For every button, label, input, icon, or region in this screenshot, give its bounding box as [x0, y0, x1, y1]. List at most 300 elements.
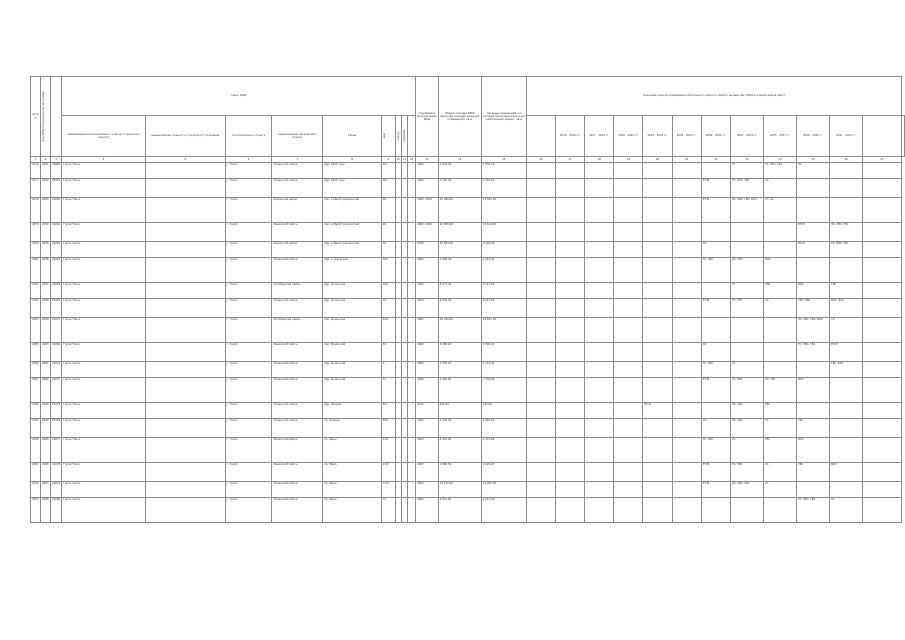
table-row	[31, 482, 905, 498]
cell-period	[797, 482, 830, 498]
column-number: 13	[416, 157, 439, 163]
cell-district: Ленинский район	[272, 403, 323, 419]
cell-municipality: Город Томск	[62, 463, 146, 482]
cell-id: 19077	[50, 438, 61, 463]
column-number: 20	[643, 157, 672, 163]
cell-period	[643, 198, 672, 223]
column-number: 18	[585, 157, 614, 163]
cell-period	[643, 438, 672, 463]
cell-period: ХС	[830, 498, 863, 523]
table-row	[31, 318, 905, 343]
cell-period	[526, 498, 555, 523]
cell-period	[643, 498, 672, 523]
cell-district: Ленинский район	[272, 299, 323, 318]
cell-period: ГВС	[797, 463, 830, 482]
cell-num: 2279	[31, 223, 41, 242]
cell-num: 2283	[31, 299, 41, 318]
cell-year: 2005	[416, 283, 439, 299]
cell-period	[643, 299, 672, 318]
cell-period	[555, 283, 584, 299]
cell-period	[672, 258, 701, 283]
cell-period	[672, 163, 701, 179]
cell-period	[672, 318, 701, 343]
cell-code: 2466	[40, 463, 50, 482]
cell-period	[526, 343, 555, 362]
cell-period: ТС, КС	[764, 198, 797, 223]
cell-period	[830, 198, 863, 223]
cell-period	[614, 419, 643, 438]
cell-period	[555, 179, 584, 198]
cell-period	[643, 378, 672, 403]
cell-period: ЭС, ХВС, ГВС	[731, 482, 764, 498]
cell-period	[672, 283, 701, 299]
cell-municipality: Город Томск	[62, 378, 146, 403]
cell-period: ЕТ-М	[797, 242, 830, 258]
cell-district: Ленинский район	[272, 419, 323, 438]
cell-municipality: Город Томск	[62, 419, 146, 438]
cell-period: ТС, ЭЭС	[701, 438, 730, 463]
cell-area-contrib: 16 691,00	[481, 318, 526, 343]
table-row	[31, 419, 905, 438]
cell-period	[672, 438, 701, 463]
cell-period	[614, 463, 643, 482]
cell-period	[555, 378, 584, 403]
cell-num: 2288	[31, 403, 41, 419]
cell-area-contrib: 13 614,90	[481, 223, 526, 242]
cell-year: 2003	[416, 438, 439, 463]
cell-district: Кировский район	[272, 242, 323, 258]
cell-code: 2459	[40, 318, 50, 343]
cell-period	[731, 242, 764, 258]
cell-empty	[408, 179, 416, 198]
cell-period	[526, 258, 555, 283]
cell-area-contrib: 312,00	[481, 403, 526, 419]
column-number: 6	[225, 157, 272, 163]
cell-period	[701, 283, 730, 299]
cell-period	[614, 343, 643, 362]
cell-period: ЭС, ХВС, ГВС	[830, 223, 863, 242]
cell-house: 9/2	[381, 179, 395, 198]
cell-municipality: Город Томск	[62, 179, 146, 198]
cell-period: ТС, ЭЭС	[701, 362, 730, 378]
cell-area-contrib: 4 700,00	[481, 343, 526, 362]
column-number: 24	[764, 157, 797, 163]
cell-period	[526, 318, 555, 343]
cell-municipality: Город Томск	[62, 258, 146, 283]
cell-id: 19078	[50, 403, 61, 419]
cell-area-contrib: 2 176,00	[481, 378, 526, 403]
cell-period: ВОС, ЭЭС	[830, 299, 863, 318]
cell-period	[526, 179, 555, 198]
cell-municipality: Город Томск	[62, 283, 146, 299]
table-row	[31, 258, 905, 283]
cell-period	[555, 362, 584, 378]
cell-period	[585, 438, 614, 463]
cell-code: 2451	[40, 163, 50, 179]
cell-year: 2009	[416, 343, 439, 362]
cell-period	[614, 378, 643, 403]
cell-period: ТС, ЭЭС, ГВС	[797, 343, 830, 362]
cell-period	[797, 403, 830, 419]
cell-period	[614, 242, 643, 258]
cell-code: 2452	[40, 179, 50, 198]
cell-period	[614, 299, 643, 318]
cell-period	[672, 198, 701, 223]
column-number: 19	[614, 157, 643, 163]
table-row	[31, 438, 905, 463]
cell-empty	[408, 223, 416, 242]
cell-num: 2293	[31, 498, 41, 523]
cell-period	[643, 463, 672, 482]
cell-area-contrib: 2 720,00	[481, 179, 526, 198]
cell-year: 2008	[416, 378, 439, 403]
cell-settlement	[145, 362, 225, 378]
cell-period	[863, 318, 902, 343]
cell-period: ТС, ЭЭС	[731, 463, 764, 482]
cell-municipality: Город Томск	[62, 318, 146, 343]
cell-area-contrib: 5 114,00	[481, 283, 526, 299]
table-row	[31, 299, 905, 318]
cell-empty	[408, 343, 416, 362]
cell-period	[863, 223, 902, 242]
cell-period: ТС, ЭЭС, ГВС	[731, 179, 764, 198]
cell-period	[614, 403, 643, 419]
table-row	[31, 163, 905, 179]
header-period: 2020 - 2022 гг.	[614, 116, 643, 157]
table-row	[31, 343, 905, 362]
cell-period	[863, 299, 902, 318]
cell-district: Октябрьский район	[272, 318, 323, 343]
cell-street: пер. 1-Мая/Студенческий	[323, 198, 382, 223]
cell-house: 33	[381, 343, 395, 362]
cell-period	[731, 318, 764, 343]
cell-locality: г. Томск	[225, 242, 272, 258]
cell-street: пер. 1905 года	[323, 163, 382, 179]
cell-total-area: 6 091,20	[438, 299, 481, 318]
header-empty	[902, 116, 905, 157]
cell-district: Ленинский район	[272, 343, 323, 362]
cell-municipality: Город Томск	[62, 198, 146, 223]
cell-year: 2002	[416, 419, 439, 438]
cell-period	[585, 482, 614, 498]
table-row	[31, 498, 905, 523]
cell-period: ЕТ-М	[701, 463, 730, 482]
cell-settlement	[145, 403, 225, 419]
cell-period: ТС, ЭЭС	[731, 378, 764, 403]
cell-period	[526, 482, 555, 498]
cell-period: ХС	[764, 463, 797, 482]
cell-house: 13/2	[381, 463, 395, 482]
column-number: 12	[408, 157, 416, 163]
cell-period: ВОС	[830, 463, 863, 482]
cell-period	[585, 498, 614, 523]
cell-id: 19066	[50, 343, 61, 362]
cell-id: 19060	[50, 198, 61, 223]
column-number: 11	[402, 157, 407, 161]
cell-total-area: 3 120,00	[438, 179, 481, 198]
cell-period	[526, 163, 555, 179]
cell-total-area: 2 924,00	[438, 378, 481, 403]
cell-settlement	[145, 463, 225, 482]
cell-municipality: Город Томск	[62, 299, 146, 318]
cell-period	[863, 163, 902, 179]
cell-district: Октябрьский район	[272, 283, 323, 299]
cell-district: Ленинский район	[272, 463, 323, 482]
cell-total-area: 6 460,00	[438, 343, 481, 362]
cell-period	[643, 223, 672, 242]
cell-period	[672, 299, 701, 318]
cell-settlement	[145, 242, 225, 258]
cell-total-area: 1 635,10	[438, 362, 481, 378]
cell-period	[555, 299, 584, 318]
cell-municipality: Город Томск	[62, 242, 146, 258]
header-period: 2014 - 2016 гг.	[555, 116, 584, 157]
cell-total-area: 10 894,30	[438, 242, 481, 258]
cell-settlement	[145, 163, 225, 179]
cell-period: ЕТ-М	[701, 198, 730, 223]
cell-empty	[408, 362, 416, 378]
cell-period: ТС, ЭЭС, ГВС	[830, 242, 863, 258]
cell-id: 18961	[50, 179, 61, 198]
cell-empty	[408, 242, 416, 258]
table-row	[31, 242, 905, 258]
cell-period	[585, 258, 614, 283]
cell-period: ТС, ХВС	[701, 258, 730, 283]
cell-empty	[408, 163, 416, 179]
cell-municipality: Город Томск	[62, 223, 146, 242]
cell-settlement	[145, 378, 225, 403]
cell-locality: г. Томск	[225, 283, 272, 299]
cell-municipality: Город Томск	[62, 403, 146, 419]
cell-period	[526, 419, 555, 438]
cell-period	[830, 482, 863, 498]
table-row	[31, 198, 905, 223]
cell-total-area: 436,50	[438, 403, 481, 419]
cell-locality: г. Томск	[225, 403, 272, 419]
cell-id: 19080	[50, 498, 61, 523]
column-number: 8	[323, 157, 382, 163]
cell-district: Ленинский район	[272, 258, 323, 283]
cell-settlement	[145, 198, 225, 223]
cell-id: 19072	[50, 318, 61, 343]
cell-street: пер. 1-Мая/Студенческий	[323, 223, 382, 242]
cell-period	[672, 362, 701, 378]
cell-settlement	[145, 258, 225, 283]
table-row	[31, 179, 905, 198]
cell-period	[701, 163, 730, 179]
cell-period: ЭЭС	[764, 283, 797, 299]
cell-total-area: 2 866,50	[438, 463, 481, 482]
cell-locality: г. Томск	[225, 318, 272, 343]
cell-num: 2278	[31, 198, 41, 223]
column-number: 14	[438, 157, 481, 163]
cell-period: ЭС, ХВС	[731, 419, 764, 438]
header-empty	[526, 116, 555, 157]
cell-empty	[408, 299, 416, 318]
cell-code: 2453	[40, 198, 50, 223]
cell-num: 2276	[31, 163, 41, 179]
cell-period: ХС	[764, 299, 797, 318]
cell-settlement	[145, 482, 225, 498]
cell-area-contrib: 9 104,30	[481, 242, 526, 258]
cell-period	[614, 498, 643, 523]
cell-period	[526, 299, 555, 318]
cell-locality: г. Томск	[225, 463, 272, 482]
cell-num: 2281	[31, 258, 41, 283]
cell-period: ЕТ-М	[797, 223, 830, 242]
header-total-area: Общая площадь МКД (включая площади нежилых помещений), кв.м	[438, 77, 481, 157]
cell-period	[797, 258, 830, 283]
cell-period: ХС, ГВС	[764, 378, 797, 403]
cell-period	[555, 498, 584, 523]
cell-period	[585, 362, 614, 378]
cell-period	[555, 258, 584, 283]
cell-period	[643, 242, 672, 258]
cell-period: ТС, ЭЭС, ГВС	[797, 498, 830, 523]
cell-locality: г. Томск	[225, 223, 272, 242]
cell-locality: г. Томск	[225, 482, 272, 498]
cell-period	[672, 179, 701, 198]
cell-code: 2464	[40, 419, 50, 438]
cell-house: 26	[381, 198, 395, 223]
cell-id: 19078	[50, 463, 61, 482]
header-empty	[408, 116, 416, 157]
cell-municipality: Город Томск	[62, 482, 146, 498]
cell-period	[863, 498, 902, 523]
cell-empty	[408, 283, 416, 299]
cell-period: ЕТ-М	[701, 378, 730, 403]
cell-period	[863, 362, 902, 378]
cell-period: ЕТ-М	[830, 343, 863, 362]
cell-house: 29/1	[381, 318, 395, 343]
cell-num: 2291	[31, 463, 41, 482]
cell-code: 2468	[40, 498, 50, 523]
cell-period	[863, 403, 902, 419]
cell-period: ЭС, ХВС, ГВС, ВОС	[731, 198, 764, 223]
header-period: 2038 - 2040 гг.	[797, 116, 830, 157]
cell-period	[643, 419, 672, 438]
cell-locality: г. Томск	[225, 419, 272, 438]
cell-period	[614, 438, 643, 463]
cell-period	[643, 283, 672, 299]
cell-district: Ленинский район	[272, 498, 323, 523]
cell-period	[863, 463, 902, 482]
cell-code: 2455	[40, 242, 50, 258]
cell-code: 2454	[40, 223, 50, 242]
cell-total-area: 16 888,90	[438, 223, 481, 242]
cell-period	[526, 198, 555, 223]
cell-code: 2460	[40, 343, 50, 362]
cell-year: 2010	[416, 242, 439, 258]
cell-settlement	[145, 343, 225, 362]
cell-settlement	[145, 438, 225, 463]
cell-period: ГВС	[764, 403, 797, 419]
cell-area-contrib: 2 426,00	[481, 463, 526, 482]
cell-id: 19063	[50, 258, 61, 283]
cell-code: 2456	[40, 258, 50, 283]
cell-period: ГВС	[830, 283, 863, 299]
cell-period	[701, 403, 730, 419]
cell-period	[830, 419, 863, 438]
cell-period	[585, 419, 614, 438]
cell-period	[643, 318, 672, 343]
cell-period	[614, 198, 643, 223]
cell-code: 2465	[40, 438, 50, 463]
cell-period	[863, 258, 902, 283]
cell-street: пер. Уральская	[323, 318, 382, 343]
column-number: 7	[272, 157, 323, 163]
cell-year: 2003	[416, 463, 439, 482]
cell-period	[764, 318, 797, 343]
header-empty	[863, 116, 902, 157]
cell-period	[863, 419, 902, 438]
cell-period	[863, 179, 902, 198]
cell-period	[526, 463, 555, 482]
cell-num: 2290	[31, 438, 41, 463]
cell-street: пр. Мира	[323, 498, 382, 523]
cell-year: 2012	[416, 403, 439, 419]
cell-street: пр. Мира	[323, 463, 382, 482]
header-period: 2041 - 2043 гг.	[830, 116, 863, 157]
cell-year: 2002	[416, 498, 439, 523]
cell-period	[555, 318, 584, 343]
cell-street: пер. 1-уральская	[323, 258, 382, 283]
cell-empty	[408, 498, 416, 523]
cell-year: 2002	[416, 258, 439, 283]
cell-period	[701, 498, 730, 523]
cell-street: пер. 1-Мая/Студенческий	[323, 242, 382, 258]
header-house-text: дом	[382, 133, 386, 139]
cell-period	[863, 283, 902, 299]
cell-area-contrib: 6 114,00	[481, 299, 526, 318]
cell-period	[614, 318, 643, 343]
cell-district: Ленинский район	[272, 362, 323, 378]
cell-period	[797, 198, 830, 223]
cell-period	[614, 223, 643, 242]
cell-period	[830, 258, 863, 283]
cell-house: 21	[381, 378, 395, 403]
cell-settlement	[145, 498, 225, 523]
cell-period	[764, 343, 797, 362]
cell-period	[585, 378, 614, 403]
table-row	[31, 362, 905, 378]
column-number: 23	[731, 157, 764, 163]
cell-period	[585, 343, 614, 362]
header-period: 2026 - 2028 гг.	[672, 116, 701, 157]
column-number: 5	[145, 157, 225, 163]
cell-period	[585, 179, 614, 198]
cell-period: ГВС, ВОС	[830, 362, 863, 378]
cell-period	[585, 283, 614, 299]
cell-period: ГВС	[764, 438, 797, 463]
cell-period: ЭС	[797, 163, 830, 179]
cell-num: 2292	[31, 482, 41, 498]
cell-locality: г. Томск	[225, 378, 272, 403]
column-number: 10	[396, 157, 400, 161]
cell-district: Ленинский район	[272, 482, 323, 498]
cell-period	[643, 362, 672, 378]
table-row	[31, 463, 905, 482]
column-number: 25	[797, 157, 830, 163]
cell-settlement	[145, 299, 225, 318]
cell-period: ЕТ-М	[701, 482, 730, 498]
cell-code: 2467	[40, 482, 50, 498]
cell-period	[643, 179, 672, 198]
header-korpus-text: корпус	[396, 131, 400, 141]
cell-period	[614, 179, 643, 198]
cell-period	[643, 163, 672, 179]
cell-house: 26	[381, 242, 395, 258]
